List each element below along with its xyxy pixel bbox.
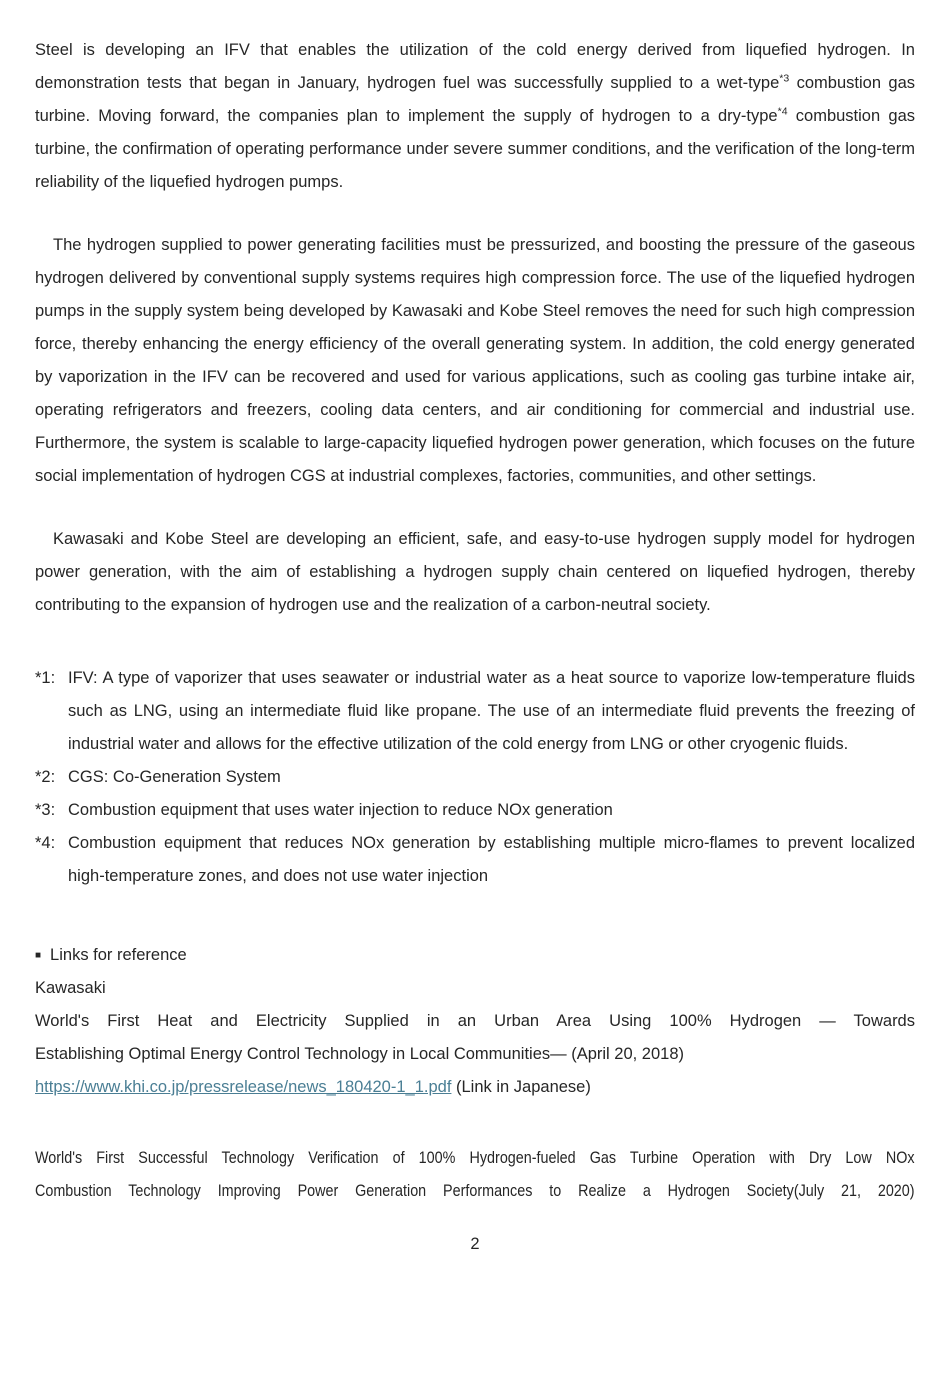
page-number: 2 bbox=[470, 1235, 480, 1253]
release-1-title-line-1: World's First Heat and Electricity Supplied in an Urban Area Using 100% Hydrogen — Towards bbox=[35, 1012, 915, 1030]
footnote-2 bbox=[35, 761, 915, 794]
links-for-reference-section bbox=[35, 939, 915, 1104]
footnotes-block bbox=[35, 662, 915, 893]
footnote-ref-4: *4 bbox=[777, 105, 788, 118]
footnote-3-marker: *3: bbox=[35, 801, 56, 819]
footnote-3 bbox=[35, 794, 915, 827]
footnote-1-text: IFV: A type of vaporizer that uses seawater or industrial water as a heat source to vaporize low-temperature fluids such as LNG, using an intermediate fluid like propane. The use of an intermediate fluid prevents the freezing of industrial water and allows for the effective utilization of the cold energy from LNG or other cryogenic fluids. bbox=[68, 669, 915, 753]
paragraph-2: The hydrogen supplied to power generating facilities must be pressurized, and boosting the pressure of the gaseous hydrogen delivered by conventional supply systems requires high compression force. The use of the liquefied hydrogen pumps in the supply system being developed by Kawasaki and Kobe Steel removes the need for such high compression force, thereby enhancing the energy efficiency of the overall generating system. In addition, the cold energy generated by vaporization in the IFV can be recovered and used for various applications, such as cooling gas turbine intake air, operating refrigerators and freezers, cooling data centers, and air conditioning for commercial and industrial use. Furthermore, the system is scalable to large-capacity liquefied hydrogen power generation, which focuses on the future social implementation of hydrogen CGS at industrial complexes, factories, communities, and other settings. bbox=[35, 236, 915, 485]
release-1-link-row bbox=[35, 1071, 915, 1104]
links-heading bbox=[35, 939, 915, 972]
link-source-company: Kawasaki bbox=[35, 979, 106, 997]
paragraph-1 bbox=[35, 34, 915, 199]
footnote-ref-3: *3 bbox=[779, 72, 790, 85]
release-2-title-block bbox=[35, 1142, 915, 1208]
footnote-2-text: CGS: Co-Generation System bbox=[68, 768, 281, 786]
square-bullet-icon: ■ bbox=[35, 950, 42, 961]
footnote-1 bbox=[35, 662, 915, 761]
release-2-title-line-1: World's First Successful Technology Verification of 100% Hydrogen-fueled Gas Turbine Operation with Dry Low NOx bbox=[35, 1149, 915, 1167]
paragraph-1-text-mid: combustion gas turbine. Moving forward, the companies plan to implement the supply of hydrogen to a dry-type bbox=[35, 74, 916, 125]
press-release-link[interactable]: https://www.khi.co.jp/pressrelease/news_180420-1_1.pdf bbox=[35, 1078, 452, 1096]
paragraph-3: Kawasaki and Kobe Steel are developing an efficient, safe, and easy-to-use hydrogen supply model for hydrogen power generation, with the aim of establishing a hydrogen supply chain centered on liquefied hydrogen, thereby contributing to the expansion of hydrogen use and the realization of a carbon-neutral society. bbox=[35, 530, 915, 614]
paragraph-1-text-post: combustion gas turbine, the confirmation of operating performance under severe summer conditions, and the verification of the long-term reliability of the liquefied hydrogen pumps. bbox=[35, 107, 915, 191]
links-heading-label: Links for reference bbox=[50, 946, 187, 964]
release-1-title-line-2: Establishing Optimal Energy Control Technology in Local Communities— (April 20, 2018) bbox=[35, 1045, 685, 1063]
release-2-title-line-2: Combustion Technology Improving Power Generation Performances to Realize a Hydrogen Society(July 21, 2020) bbox=[35, 1182, 915, 1200]
footnote-3-text: Combustion equipment that uses water injection to reduce NOx generation bbox=[68, 801, 613, 819]
footnote-4-marker: *4: bbox=[35, 834, 56, 852]
paragraph-1-text-pre: Steel is developing an IFV that enables the utilization of the cold energy derived from liquefied hydrogen. In demonstration tests that began in January, hydrogen fuel was successfully supplied to a wet-type bbox=[35, 41, 915, 92]
footnote-2-marker: *2: bbox=[35, 768, 56, 786]
footnote-4-text: Combustion equipment that reduces NOx generation by establishing multiple micro-flames to prevent localized high-temperature zones, and does not use water injection bbox=[68, 834, 915, 885]
footnote-4 bbox=[35, 827, 915, 893]
footnote-1-marker: *1: bbox=[35, 669, 56, 687]
link-language-note: (Link in Japanese) bbox=[456, 1078, 591, 1096]
